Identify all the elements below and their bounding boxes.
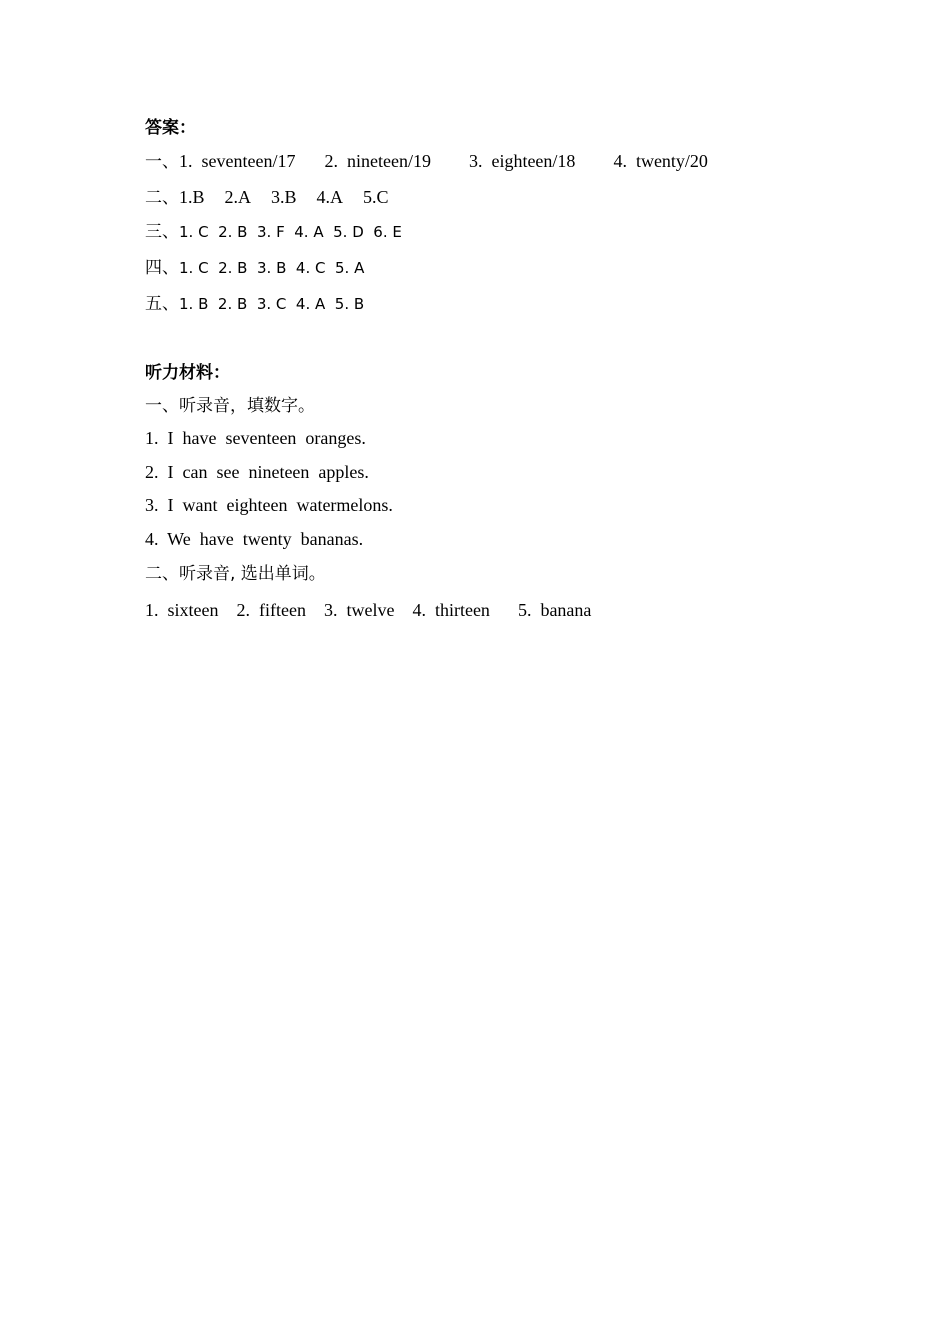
listening-word: 2. fifteen: [236, 600, 306, 620]
listening-sentence: 4. We have twenty bananas.: [145, 529, 364, 549]
answer-row-2-item: 4.A: [316, 187, 344, 207]
answer-row-2-prefix: 二、: [145, 188, 179, 208]
answer-row-3: [145, 221, 402, 243]
answer-row-4-text: 1. C 2. B 3. B 4. C 5. A: [179, 259, 365, 277]
answer-row-3-prefix: 三、: [145, 222, 179, 242]
answer-row-1-item: 2. nineteen/19: [324, 151, 431, 171]
answer-row-1: [145, 150, 708, 172]
listening-heading: 听力材料：: [145, 363, 230, 383]
listening-part2-items: [145, 599, 591, 621]
listening-part2-title: 二、听录音, 选出单词。: [145, 564, 326, 584]
answer-row-3-text: 1. C 2. B 3. F 4. A 5. D 6. E: [179, 223, 402, 241]
answer-row-4: [145, 257, 364, 279]
answer-row-5-text: 1. B 2. B 3. C 4. A 5. B: [179, 295, 365, 313]
listening-word: 3. twelve: [323, 600, 395, 620]
listening-word: 1. sixteen: [145, 600, 219, 620]
answer-row-2-item: 3.B: [271, 187, 297, 207]
answer-row-2: [145, 186, 389, 208]
listening-word: 5. banana: [517, 600, 592, 620]
listening-sentence: 2. I can see nineteen apples.: [145, 462, 369, 482]
answer-row-2-item: 2.A: [224, 187, 252, 207]
answer-row-1-item: 3. eighteen/18: [468, 151, 576, 171]
listening-sentence: 1. I have seventeen oranges.: [145, 428, 366, 448]
answer-row-1-item: 4. twenty/20: [613, 151, 708, 171]
answer-row-5: [145, 293, 364, 315]
answer-row-2-item: 1.B: [179, 187, 205, 207]
answers-heading: 答案：: [145, 118, 196, 138]
answer-row-2-item: 5.C: [363, 187, 389, 207]
listening-word: 4. thirteen: [412, 600, 490, 620]
listening-sentence: 3. I want eighteen watermelons.: [145, 495, 393, 515]
answer-row-5-prefix: 五、: [145, 294, 179, 314]
answer-row-1-item: 1. seventeen/17: [179, 151, 296, 171]
answer-row-4-prefix: 四、: [145, 258, 179, 278]
answer-row-1-prefix: 一、: [145, 152, 179, 172]
listening-part1-title: 一、听录音，填数字。: [145, 396, 315, 416]
